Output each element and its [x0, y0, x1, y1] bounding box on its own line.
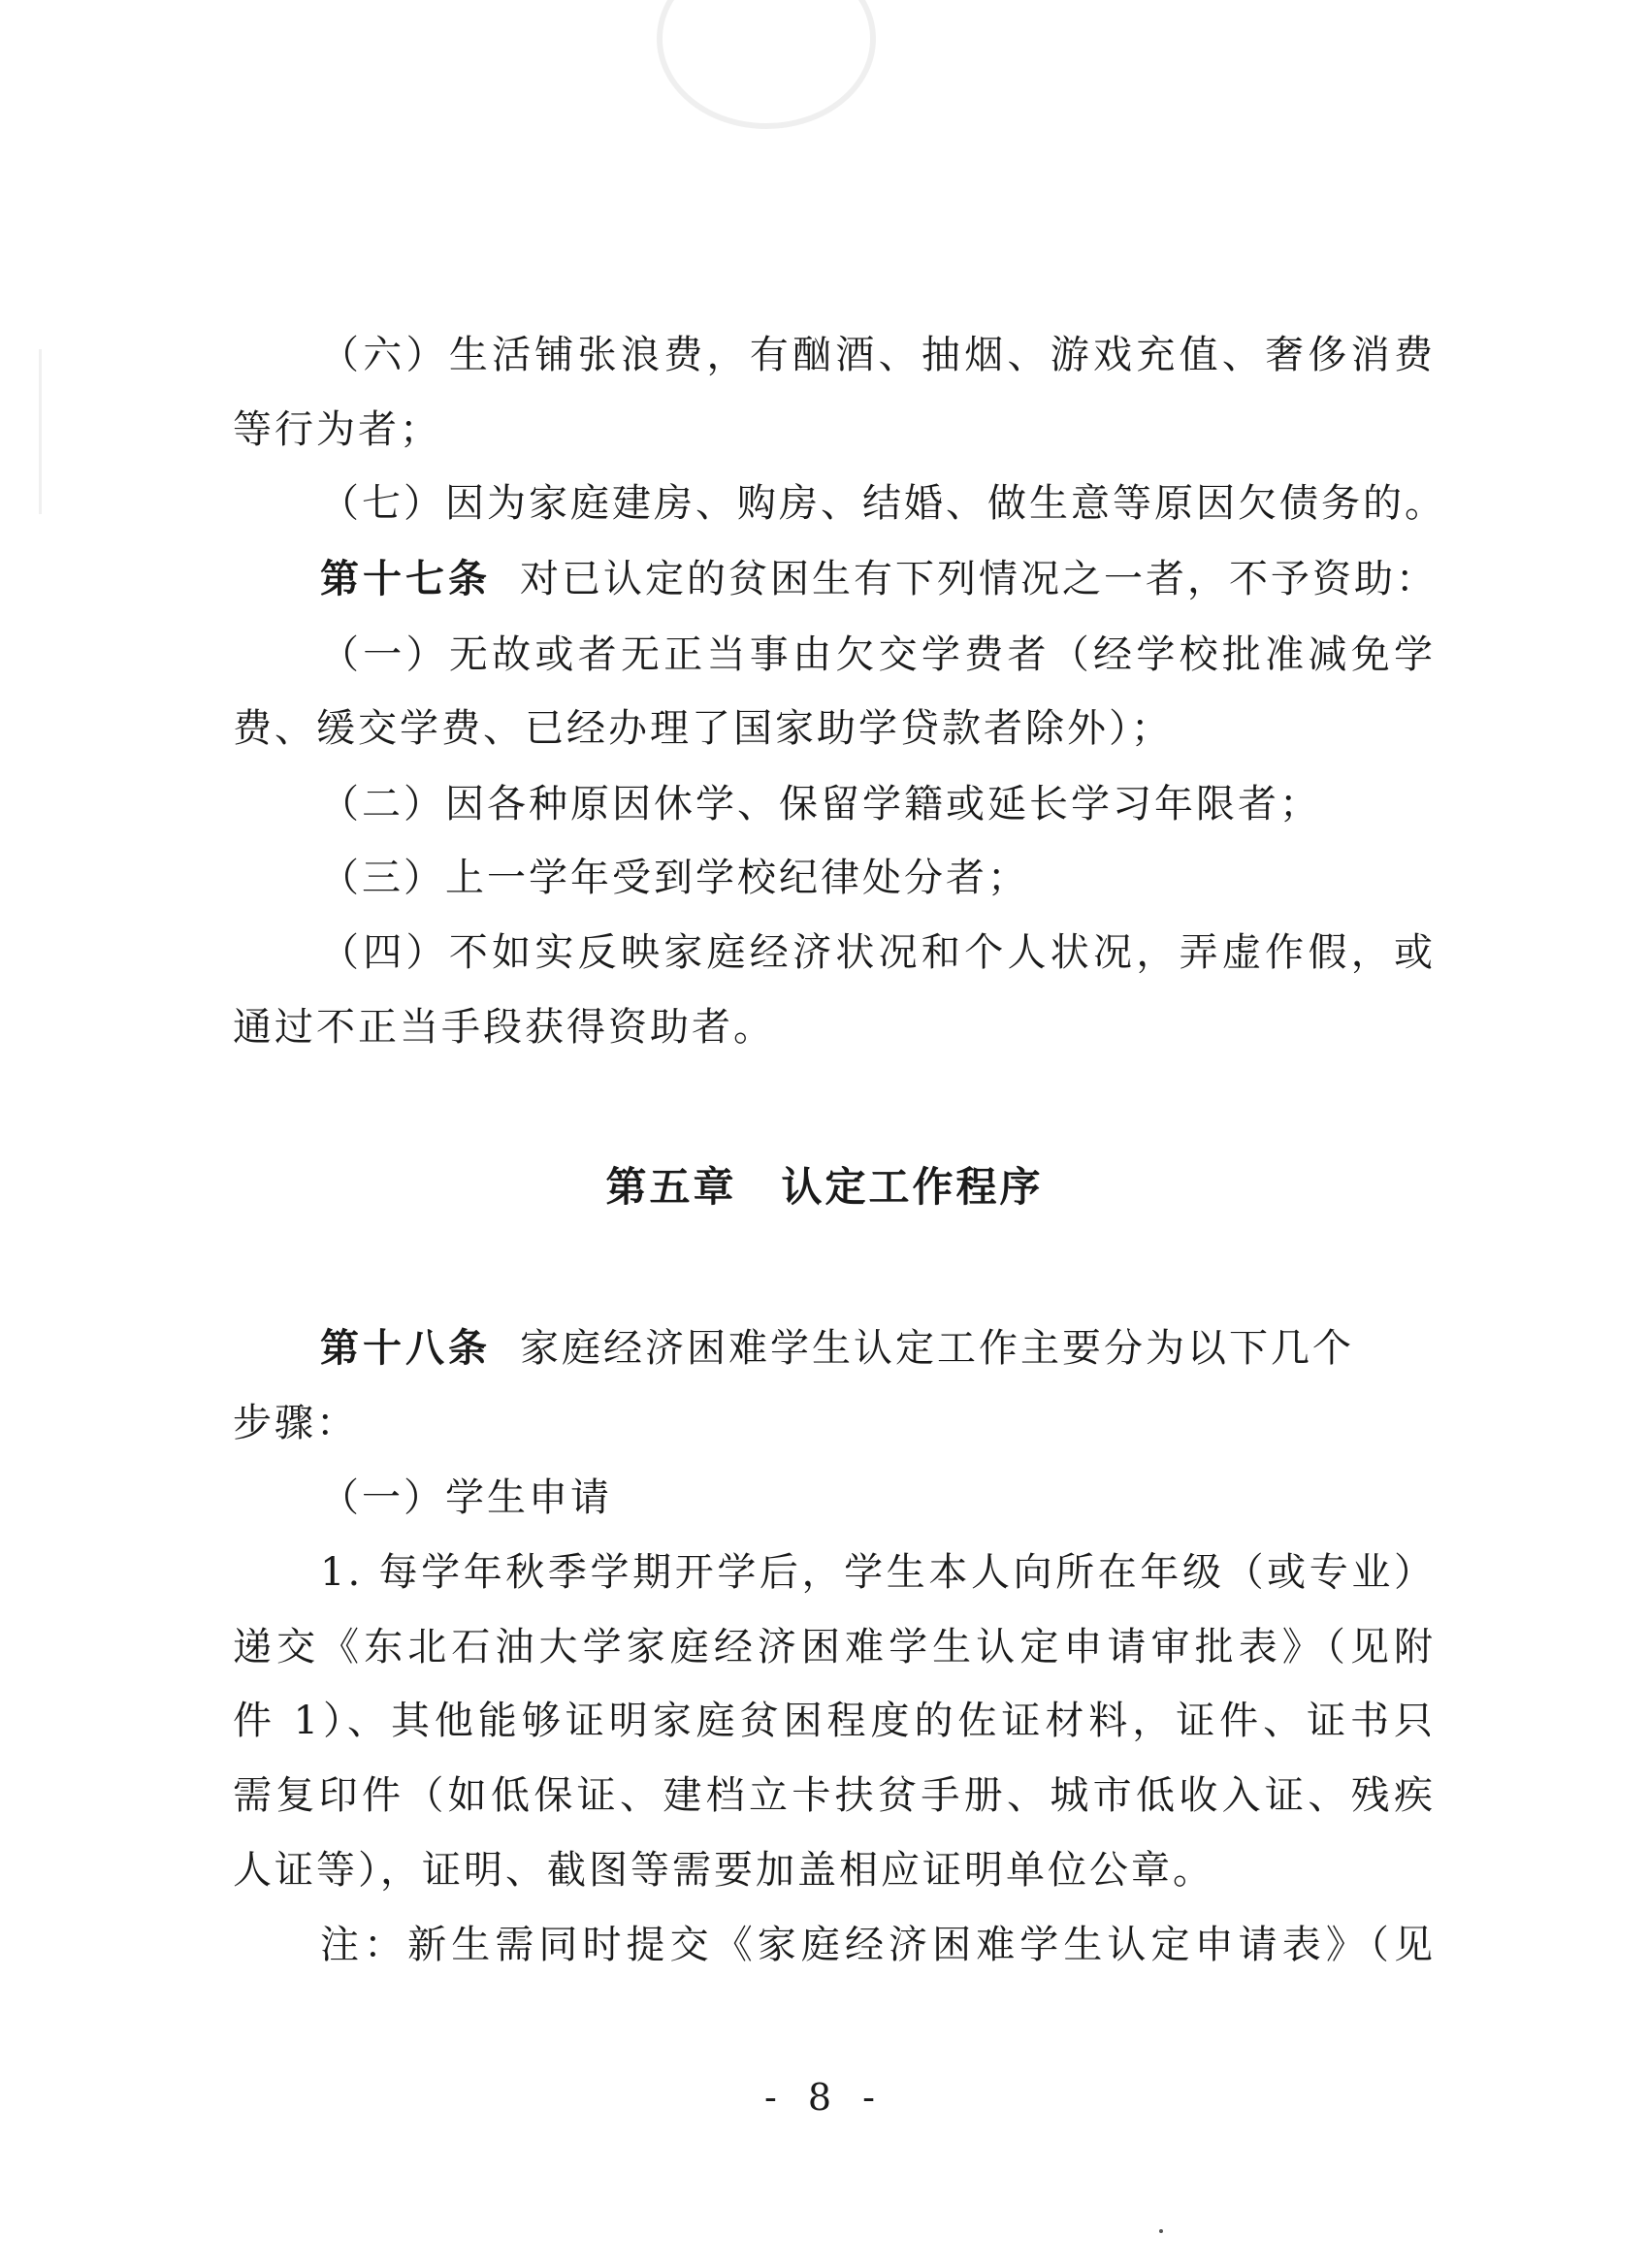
paragraph-line: 1. 每学年秋季学期开学后，学生本人向所在年级（或专业）	[320, 1550, 1436, 1595]
paragraph-line: 件 1）、其他能够证明家庭贫困程度的佐证材料，证件、证书只	[233, 1699, 1436, 1743]
section-subheading: （一）学生申请	[320, 1475, 612, 1520]
paragraph-line: （七）因为家庭建房、购房、结婚、做生意等原因欠债务的。	[320, 481, 1446, 526]
scan-margin-mark	[39, 349, 63, 514]
article-text: 家庭经济困难学生认定工作主要分为以下几个	[520, 1326, 1354, 1371]
paragraph-line: 注：新生需同时提交《家庭经济困难学生认定申请表》（见	[320, 1923, 1436, 1967]
page-number: - 8 -	[763, 2076, 885, 2119]
article-17-line	[320, 552, 1436, 606]
paragraph-line: 步骤：	[233, 1401, 358, 1445]
chapter-number: 第五章	[605, 1163, 737, 1211]
paragraph-line: 通过不正当手段获得资助者。	[233, 1005, 775, 1050]
paragraph-line: （四）不如实反映家庭经济状况和个人状况，弄虚作假，或	[320, 930, 1436, 975]
faint-seal-show-through	[640, 0, 892, 146]
chapter-title: 认定工作程序	[781, 1163, 1044, 1211]
scan-dot	[1159, 2229, 1163, 2233]
paragraph-line: （六）生活铺张浪费，有酗酒、抽烟、游戏充值、奢侈消费	[320, 333, 1436, 377]
paragraph-line: 需复印件（如低保证、建档立卡扶贫手册、城市低收入证、残疾	[233, 1773, 1436, 1818]
article-number: 第十七条	[320, 557, 491, 601]
article-number: 第十八条	[320, 1326, 491, 1371]
paragraph-line: 等行为者；	[233, 407, 441, 452]
paragraph-line: （三）上一学年受到学校纪律处分者；	[320, 856, 1029, 900]
article-text: 对已认定的贫困生有下列情况之一者，不予资助：	[520, 557, 1438, 601]
paragraph-line: 费、缓交学费、已经办理了国家助学贷款者除外）；	[233, 706, 1173, 751]
paragraph-line: 递交《东北石油大学家庭经济困难学生认定申请审批表》（见附	[233, 1625, 1436, 1669]
paragraph-line: （一）无故或者无正当事由欠交学费者（经学校批准减免学	[320, 632, 1436, 677]
chapter-heading	[0, 1160, 1649, 1215]
paragraph-line: 人证等），证明、截图等需要加盖相应证明单位公章。	[233, 1848, 1214, 1893]
article-18-line	[320, 1321, 1436, 1376]
paragraph-line: （二）因各种原因休学、保留学籍或延长学习年限者；	[320, 782, 1321, 826]
